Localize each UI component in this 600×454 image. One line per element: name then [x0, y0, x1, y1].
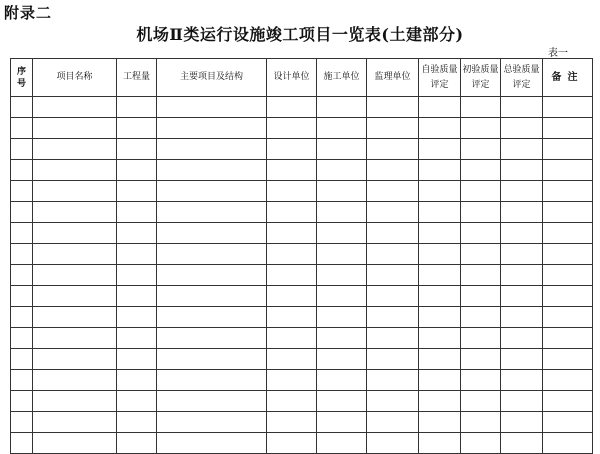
table-cell: [419, 370, 461, 391]
table-cell: [117, 181, 157, 202]
table-cell: [419, 202, 461, 223]
table-row: [11, 202, 593, 223]
table-cell: [501, 181, 543, 202]
table-cell: [461, 223, 501, 244]
table-cell: [117, 286, 157, 307]
table-row: [11, 160, 593, 181]
table-cell: [317, 307, 367, 328]
table-cell: [267, 160, 317, 181]
table-cell: [317, 181, 367, 202]
table-cell: [267, 328, 317, 349]
table-cell: [543, 370, 593, 391]
table-cell: [461, 286, 501, 307]
table-cell: [33, 223, 117, 244]
table-cell: [11, 181, 33, 202]
table-cell: [543, 139, 593, 160]
table-row: [11, 370, 593, 391]
table-cell: [543, 97, 593, 118]
table-cell: [267, 307, 317, 328]
table-cell: [367, 286, 419, 307]
table-cell: [543, 160, 593, 181]
table-cell: [543, 328, 593, 349]
table-cell: [11, 286, 33, 307]
table-cell: [117, 202, 157, 223]
table-cell: [11, 328, 33, 349]
table-cell: [33, 307, 117, 328]
table-row: [11, 349, 593, 370]
table-cell: [543, 349, 593, 370]
table-cell: [157, 286, 267, 307]
table-cell: [117, 370, 157, 391]
table-cell: [461, 181, 501, 202]
table-cell: [367, 181, 419, 202]
table-cell: [367, 433, 419, 454]
table-cell: [117, 118, 157, 139]
table-row: [11, 328, 593, 349]
table-cell: [267, 118, 317, 139]
table-cell: [461, 202, 501, 223]
table-cell: [157, 97, 267, 118]
table-cell: [461, 391, 501, 412]
table-cell: [501, 118, 543, 139]
table-row: [11, 391, 593, 412]
table-cell: [367, 349, 419, 370]
header-construction-unit: 施工单位: [317, 59, 367, 97]
table-cell: [419, 181, 461, 202]
table-row: [11, 97, 593, 118]
table-cell: [543, 181, 593, 202]
table-cell: [157, 202, 267, 223]
table-cell: [501, 139, 543, 160]
table-cell: [419, 307, 461, 328]
table-cell: [501, 265, 543, 286]
table-cell: [33, 433, 117, 454]
table-cell: [501, 223, 543, 244]
table-cell: [117, 97, 157, 118]
table-cell: [157, 307, 267, 328]
table-cell: [11, 244, 33, 265]
table-cell: [317, 433, 367, 454]
table-cell: [461, 307, 501, 328]
table-cell: [157, 433, 267, 454]
table-cell: [33, 328, 117, 349]
table-cell: [501, 328, 543, 349]
table-cell: [461, 412, 501, 433]
table-cell: [33, 412, 117, 433]
table-cell: [543, 265, 593, 286]
table-cell: [419, 328, 461, 349]
table-cell: [33, 391, 117, 412]
table-cell: [419, 139, 461, 160]
table-cell: [317, 97, 367, 118]
table-cell: [317, 160, 367, 181]
table-cell: [157, 244, 267, 265]
table-cell: [419, 223, 461, 244]
table-cell: [367, 97, 419, 118]
table-cell: [157, 160, 267, 181]
table-cell: [267, 433, 317, 454]
table-cell: [501, 97, 543, 118]
table-cell: [419, 244, 461, 265]
table-cell: [157, 370, 267, 391]
table-cell: [11, 139, 33, 160]
table-cell: [33, 181, 117, 202]
table-cell: [11, 97, 33, 118]
table-cell: [317, 139, 367, 160]
appendix-label: 附录二: [4, 4, 53, 22]
table-cell: [461, 118, 501, 139]
table-cell: [157, 412, 267, 433]
table-cell: [33, 160, 117, 181]
table-cell: [367, 391, 419, 412]
table-cell: [267, 181, 317, 202]
table-cell: [461, 328, 501, 349]
table-cell: [317, 223, 367, 244]
table-cell: [267, 97, 317, 118]
table-cell: [317, 244, 367, 265]
table-row: [11, 412, 593, 433]
table-cell: [543, 244, 593, 265]
table-cell: [317, 202, 367, 223]
header-project-name: 项目名称: [33, 59, 117, 97]
table-cell: [11, 265, 33, 286]
table-cell: [543, 223, 593, 244]
table-cell: [157, 181, 267, 202]
table-row: [11, 181, 593, 202]
table-cell: [461, 433, 501, 454]
table-cell: [367, 328, 419, 349]
table-cell: [11, 412, 33, 433]
table-cell: [117, 349, 157, 370]
table-cell: [461, 97, 501, 118]
table-cell: [157, 265, 267, 286]
table-cell: [11, 160, 33, 181]
table-cell: [367, 265, 419, 286]
table-row: [11, 307, 593, 328]
header-serial-number: 序号: [11, 59, 33, 97]
table-cell: [419, 265, 461, 286]
table-cell: [367, 244, 419, 265]
table-cell: [33, 139, 117, 160]
table-cell: [543, 286, 593, 307]
table-cell: [501, 370, 543, 391]
table-cell: [267, 349, 317, 370]
table-cell: [117, 328, 157, 349]
table-cell: [117, 412, 157, 433]
table-cell: [317, 370, 367, 391]
table-number: 表一: [548, 48, 568, 59]
table-cell: [419, 286, 461, 307]
table-cell: [419, 391, 461, 412]
table-cell: [367, 118, 419, 139]
table-cell: [267, 391, 317, 412]
table-row: [11, 244, 593, 265]
table-cell: [501, 307, 543, 328]
header-quantity: 工程量: [117, 59, 157, 97]
table-cell: [317, 265, 367, 286]
table-row: [11, 265, 593, 286]
table-cell: [367, 139, 419, 160]
table-cell: [11, 118, 33, 139]
table-cell: [267, 244, 317, 265]
table-cell: [461, 349, 501, 370]
table-cell: [117, 139, 157, 160]
table-cell: [317, 118, 367, 139]
header-design-unit: 设计单位: [267, 59, 317, 97]
table-cell: [267, 202, 317, 223]
table-cell: [367, 370, 419, 391]
table-cell: [11, 202, 33, 223]
table-cell: [501, 160, 543, 181]
table-cell: [11, 349, 33, 370]
table-cell: [33, 244, 117, 265]
table-cell: [157, 349, 267, 370]
table-cell: [501, 349, 543, 370]
table-cell: [157, 118, 267, 139]
table-cell: [543, 307, 593, 328]
table-cell: [117, 433, 157, 454]
table-cell: [419, 118, 461, 139]
table-cell: [117, 265, 157, 286]
table-cell: [461, 160, 501, 181]
table-cell: [11, 223, 33, 244]
table-cell: [543, 433, 593, 454]
table-cell: [267, 139, 317, 160]
project-list-table: [10, 58, 593, 454]
table-cell: [117, 160, 157, 181]
table-cell: [117, 307, 157, 328]
table-cell: [11, 307, 33, 328]
table-body: [11, 97, 593, 454]
table-row: [11, 433, 593, 454]
table-cell: [461, 139, 501, 160]
table-cell: [33, 97, 117, 118]
table-cell: [33, 265, 117, 286]
table-cell: [367, 307, 419, 328]
table-cell: [11, 433, 33, 454]
table-cell: [33, 118, 117, 139]
table-cell: [543, 391, 593, 412]
table-cell: [419, 160, 461, 181]
header-self-inspection-rating: 自验质量评定: [419, 59, 461, 97]
table-cell: [419, 349, 461, 370]
table-cell: [117, 391, 157, 412]
table-cell: [267, 412, 317, 433]
table-cell: [419, 97, 461, 118]
table-cell: [501, 412, 543, 433]
table-cell: [317, 412, 367, 433]
table-cell: [367, 202, 419, 223]
table-cell: [157, 223, 267, 244]
table-row: [11, 223, 593, 244]
table-cell: [367, 160, 419, 181]
table-row: [11, 118, 593, 139]
table-cell: [267, 223, 317, 244]
table-cell: [501, 433, 543, 454]
table-cell: [33, 370, 117, 391]
header-initial-inspection-rating: 初验质量评定: [461, 59, 501, 97]
table-cell: [461, 265, 501, 286]
table-cell: [267, 265, 317, 286]
table-cell: [419, 412, 461, 433]
table-cell: [33, 349, 117, 370]
table-cell: [501, 391, 543, 412]
table-cell: [367, 223, 419, 244]
table-cell: [11, 391, 33, 412]
table-cell: [11, 370, 33, 391]
table-cell: [543, 202, 593, 223]
table-row: [11, 139, 593, 160]
table-row: [11, 286, 593, 307]
header-remarks: 备注: [543, 59, 593, 97]
table-cell: [419, 433, 461, 454]
table-cell: [461, 244, 501, 265]
table-cell: [267, 286, 317, 307]
table-cell: [117, 244, 157, 265]
table-cell: [317, 391, 367, 412]
table-cell: [157, 139, 267, 160]
table-cell: [117, 223, 157, 244]
table-cell: [317, 286, 367, 307]
table-cell: [461, 370, 501, 391]
table-cell: [501, 286, 543, 307]
table-cell: [33, 202, 117, 223]
table-header-row: [11, 59, 593, 97]
table-cell: [367, 412, 419, 433]
page-title: 机场Ⅱ类运行设施竣工项目一览表(土建部分): [136, 25, 464, 44]
table-cell: [157, 328, 267, 349]
table-cell: [33, 286, 117, 307]
table-cell: [501, 244, 543, 265]
table-cell: [501, 202, 543, 223]
table-cell: [157, 391, 267, 412]
header-supervision-unit: 监理单位: [367, 59, 419, 97]
header-final-inspection-rating: 总验质量评定: [501, 59, 543, 97]
table-cell: [317, 328, 367, 349]
table-cell: [317, 349, 367, 370]
table-cell: [543, 118, 593, 139]
table-cell: [267, 370, 317, 391]
header-main-items-structure: 主要项目及结构: [157, 59, 267, 97]
table-cell: [543, 412, 593, 433]
